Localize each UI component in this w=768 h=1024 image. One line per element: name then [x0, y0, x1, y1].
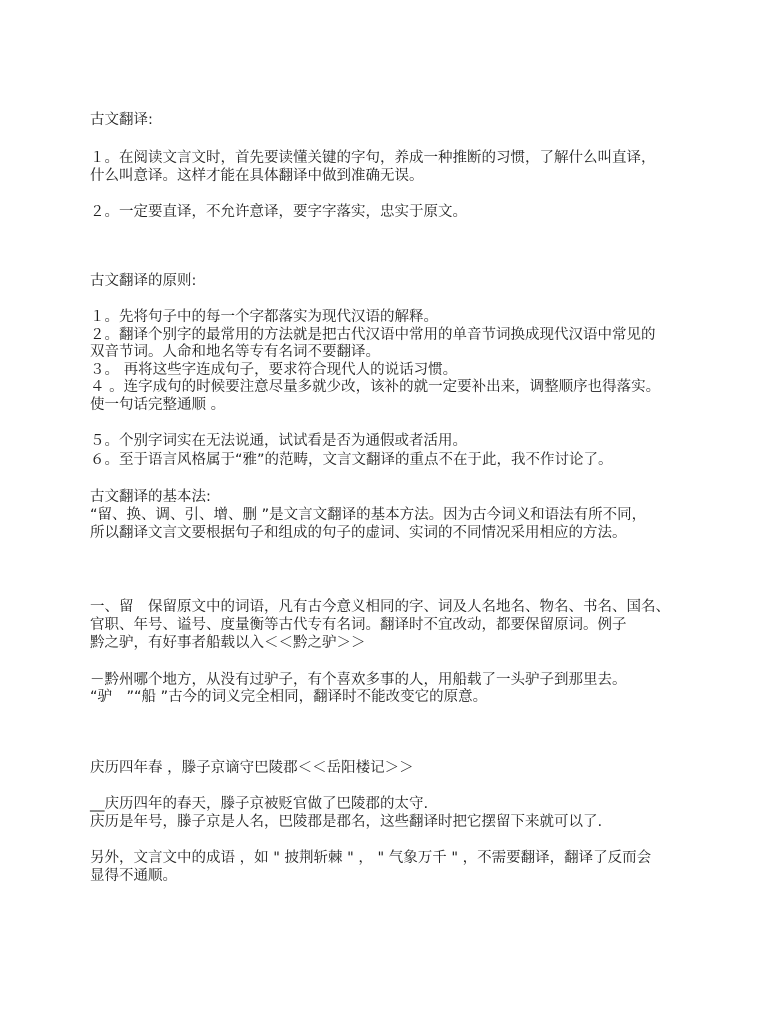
- paragraph-line: “驴 ”“船 ”古今的词义完全相同，翻译时不能改变它的原意。: [90, 689, 488, 705]
- paragraph-line: 一、留 保留原文中的词语，凡有古今意义相同的字、词及人名地名、物名、书名、国名、: [90, 599, 670, 615]
- paragraph-line: 另外，文言文中的成语 ，如 " 披荆斩棘 " ， " 气象万千 " ，不需要翻译，翻译了反而会: [90, 850, 652, 866]
- paragraph-line: ２。一定要直译，不允许意译，要字字落实，忠实于原文。: [90, 204, 467, 220]
- paragraph-line: ６。至于语言风格属于“雅”的范畴，文言文翻译的重点不在于此，我不作讨论了。: [90, 452, 613, 468]
- section-heading: 古文翻译:: [90, 112, 153, 128]
- paragraph-line: －黔州哪个地方，从没有过驴子，有个喜欢多事的人，用船载了一头驴子到那里去。: [90, 672, 627, 688]
- paragraph-line: 所以翻译文言文要根据句子和组成的句子的虚词、实词的不同情况采用相应的方法。: [90, 525, 627, 541]
- paragraph-line: ３。 再将这些字连成句子，要求符合现代人的说话习惯。: [90, 362, 458, 378]
- paragraph-line: 黔之驴，有好事者船载以入＜＜黔之驴＞＞: [90, 635, 366, 651]
- paragraph-line: 使一句话完整通顺 。: [90, 397, 226, 413]
- paragraph-line: ４ 。连字成句的时候要注意尽量多就少改，该补的就一定要补出来，调整顺序也得落实。: [90, 379, 661, 395]
- paragraph-line: 庆历是年号，滕子京是人名，巴陵郡是郡名，这些翻译时把它摆留下来就可以了.: [90, 814, 603, 830]
- paragraph-line: 显得不通顺。: [90, 868, 177, 884]
- section-heading: 古文翻译的原则:: [90, 273, 197, 289]
- paragraph-line: “留、换、调、引、增、删 ”是文言文翻译的基本方法。因为古今词义和语法有所不同，: [90, 507, 647, 523]
- paragraph-line: __庆历四年的春天，滕子京被贬官做了巴陵郡的太守.: [90, 796, 429, 812]
- paragraph-line: １。在阅读文言文时，首先要读懂关键的字句，养成一种推断的习惯，了解什么叫直译，: [90, 150, 656, 166]
- paragraph-line: ２。翻译个别字的最常用的方法就是把古代汉语中常用的单音节词换成现代汉语中常见的: [90, 327, 656, 343]
- section-heading: 古文翻译的基本法:: [90, 489, 211, 505]
- paragraph-line: 什么叫意译。这样才能在具体翻译中做到准确无误。: [90, 168, 424, 184]
- paragraph-line: 庆历四年春 ，滕子京谪守巴陵郡＜＜岳阳楼记＞＞: [90, 760, 414, 776]
- paragraph-line: 官职、年号、谥号、度量衡等古代专有名词。翻译时不宜改动，都要保留原词。例子: [90, 617, 627, 633]
- paragraph-line: 双音节词。人命和地名等专有名词不要翻译。: [90, 344, 380, 360]
- paragraph-line: １。先将句子中的每一个字都落实为现代汉语的解释。: [90, 309, 438, 325]
- paragraph-line: ５。个别字词实在无法说通，试试看是否为通假或者活用。: [90, 433, 467, 449]
